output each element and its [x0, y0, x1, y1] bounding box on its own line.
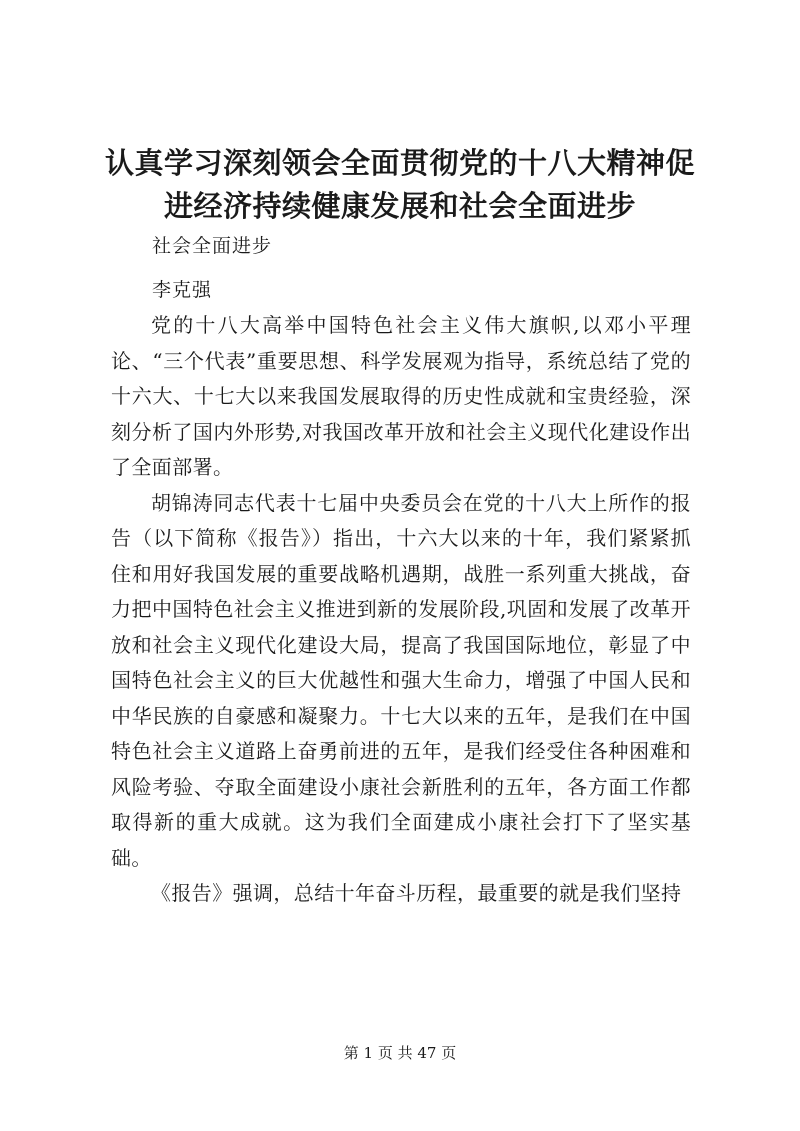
paragraph-2: 胡锦涛同志代表十七届中央委员会在党的十八大上所作的报告（以下简称《报告》）指出，十六大以来的十年，我们紧紧抓住和用好我国发展的重要战略机遇期，战胜一系列重大挑战，奋力把中国特色社会主义推进到新的发展阶段,巩固和发展了改革开放和社会主义现代化建设大局，提高了我国国际地位，彰显了中国特色社会主义的巨大优越性和强大生命力，增强了中国人民和中华民族的自豪感和凝聚力。十七大以来的五年，是我们在中国特色社会主义道路上奋勇前进的五年，是我们经受住各种困难和风险考验、夺取全面建设小康社会新胜利的五年，各方面工作都取得新的重大成就。这为我们全面建成小康社会打下了坚实基础。: [111, 490, 691, 870]
document-body: [111, 308, 691, 912]
paragraph-3: 《报告》强调，总结十年奋斗历程，最重要的就是我们坚持: [151, 881, 682, 905]
document-author: 李克强: [152, 279, 213, 301]
document-subtitle: 社会全面进步: [152, 235, 273, 257]
page-number-label: 第 1 页 共 47 页: [343, 1044, 457, 1062]
page-footer: [0, 1043, 800, 1063]
document-title: 认真学习深刻领会全面贯彻党的十八大精神促进经济持续健康发展和社会全面进步: [104, 146, 695, 223]
paragraph-1: 党的十八大高举中国特色社会主义伟大旗帜,以邓小平理论、“三个代表”重要思想、科学发展观为指导，系统总结了党的十六大、十七大以来我国发展取得的历史性成就和宝贵经验，深刻分析了国内外形势,对我国改革开放和社会主义现代化建设作出了全面部署。: [111, 313, 691, 479]
